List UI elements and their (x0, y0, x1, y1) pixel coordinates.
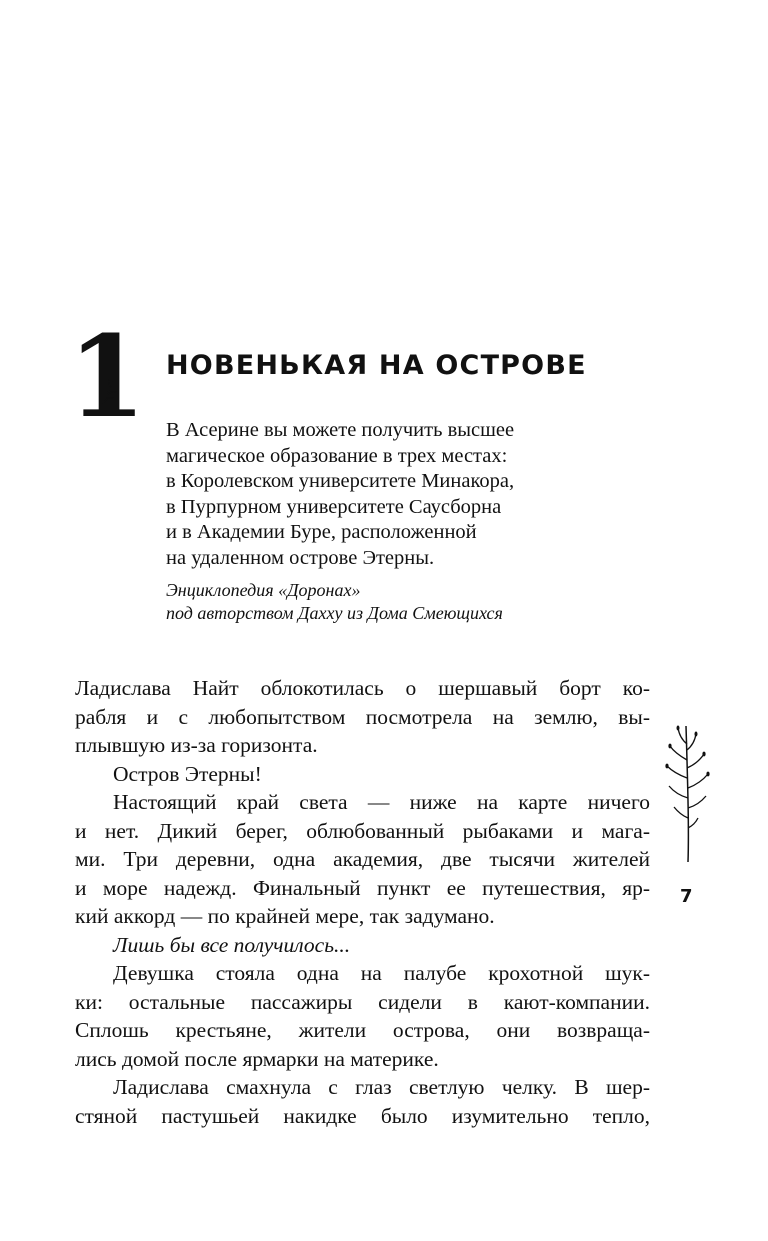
body-line: Настоящий край света — ниже на карте ничего (113, 790, 650, 814)
body-line: Девушка стояла одна на палубе крохотной шук- (113, 961, 650, 985)
body-line: Ладислава Найт облокотилась о шершавый борт ко- (75, 676, 650, 700)
body-line: Ладислава смахнула с глаз светлую челку. В шер- (113, 1075, 650, 1099)
body-line: кий аккорд — по крайней мере, так задумано. (75, 904, 495, 928)
body-line: ки: остальные пассажиры сидели в кают-компании. (75, 989, 650, 1014)
body-line: плывшую из-за горизонта. (75, 733, 318, 757)
epigraph-source-line: под авторством Дахху из Дома Смеющихся (166, 603, 503, 623)
body-line: и нет. Дикий берег, облюбованный рыбаками и мага- (75, 818, 650, 843)
body-line: ми. Три деревни, одна академия, две тысячи жителей (75, 847, 650, 871)
epigraph-line: и в Академии Буре, расположенной (166, 521, 477, 543)
chapter-sprig-icon (96, 378, 120, 414)
epigraph-source (166, 579, 503, 625)
epigraph-line: В Асерине вы можете получить высшее (166, 419, 515, 441)
body-line: стяной пастушьей накидке было изумительно тепло, (75, 1103, 650, 1128)
epigraph-line: в Пурпурном университете Саусборна (166, 495, 502, 518)
chapter-body (75, 674, 650, 1130)
epigraph-line: магическое образование в трех местах: (166, 444, 508, 467)
body-line: Сплошь крестьяне, жители острова, они возвраща- (75, 1018, 650, 1042)
epigraph-line: в Королевском университете Минакора, (166, 470, 515, 492)
epigraph (166, 418, 606, 571)
epigraph-source-line: Энциклопедия «Доронах» (166, 580, 361, 600)
page-number: 7 (680, 886, 693, 907)
epigraph-line: на удаленном острове Этерны. (166, 546, 435, 569)
body-line: Остров Этерны! (113, 761, 262, 786)
margin-sprig-icon (664, 722, 714, 864)
body-line: рабля и с любопытством посмотрела на землю, вы- (75, 704, 650, 729)
chapter-title: НОВЕНЬКАЯ НА ОСТРОВЕ (166, 350, 587, 381)
body-line: и море надежд. Финальный пункт ее путешествия, яр- (75, 875, 650, 900)
chapter-number: 1 (68, 312, 146, 443)
body-line: Лишь бы все получилось... (113, 932, 351, 957)
body-line: лись домой после ярмарки на материке. (75, 1046, 439, 1071)
